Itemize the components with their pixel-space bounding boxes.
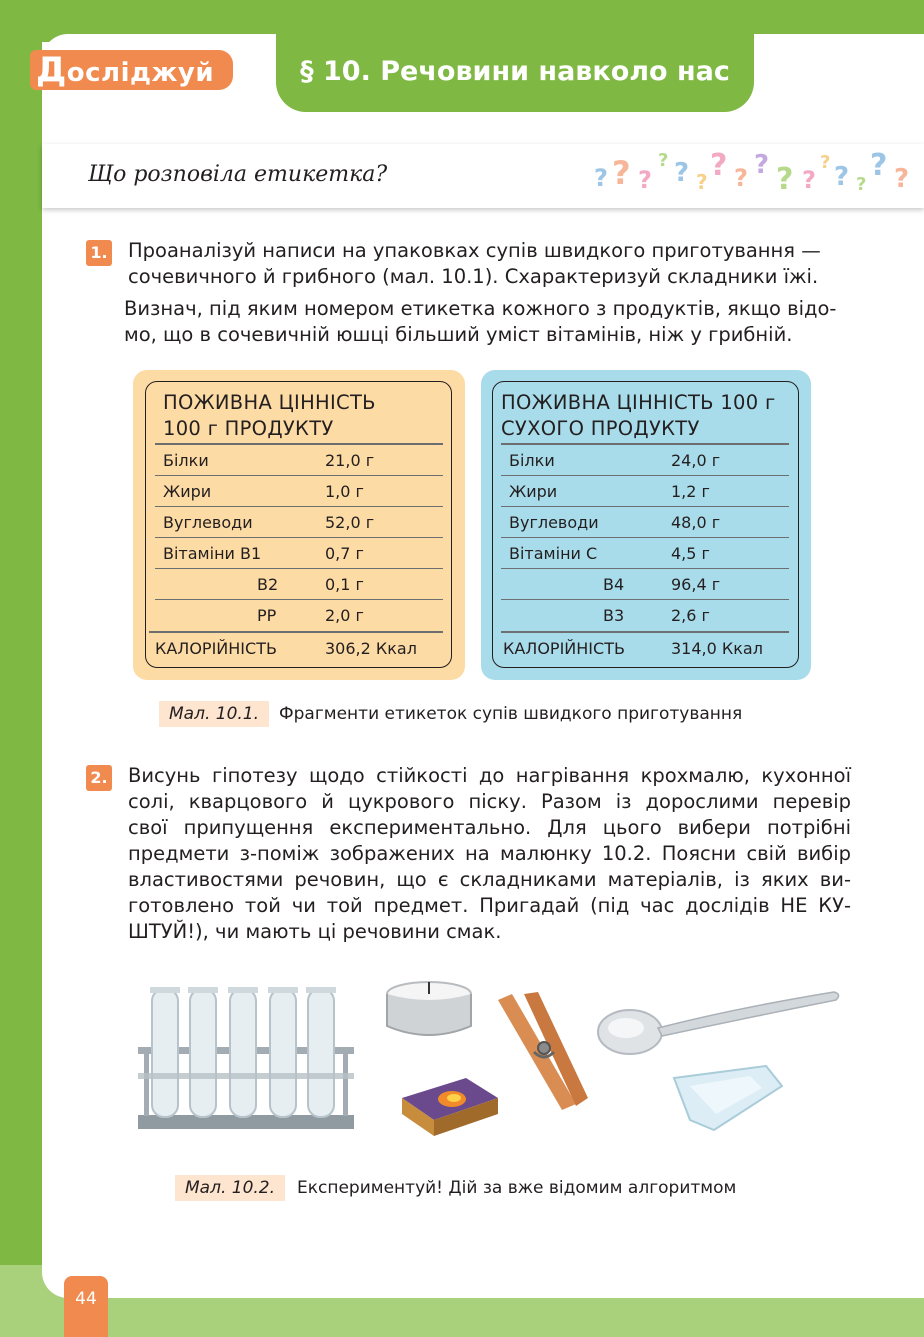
table-row	[155, 537, 443, 569]
nutrient-value: 24,0 г	[671, 451, 721, 470]
nutrition-label-2	[481, 370, 811, 680]
task1-line: Визнач, під яким номером етикетка кожного з продуктів, якщо відо-	[124, 297, 837, 320]
spoon-icon	[596, 984, 844, 1064]
nutrient-value: 21,0 г	[325, 451, 375, 470]
question-mark-icon: ?	[834, 162, 850, 192]
label-heading: ПОЖИВНА ЦІННІСТЬ 100 г	[501, 391, 776, 414]
nutrient-name: Вітаміни В1	[163, 544, 262, 563]
nutrient-value: 0,7 г	[325, 544, 364, 563]
nutrient-value: 4,5 г	[671, 544, 710, 563]
nutrient-name: Жири	[509, 482, 558, 501]
nutrient-name: Вітаміни С	[509, 544, 598, 563]
question-mark-icon: ?	[594, 164, 608, 192]
badge-initial: Д	[36, 50, 67, 90]
label-heading: ПОЖИВНА ЦІННІСТЬ	[163, 391, 376, 414]
question-mark-icon: ?	[776, 162, 794, 197]
page-title: § 10. Речовини навколо нас	[300, 56, 730, 87]
nutrient-value: 0,1 г	[325, 575, 364, 594]
question-mark-icon: ?	[638, 166, 652, 194]
table-row	[155, 568, 443, 600]
task2-line: солі, кварцового й цукрового піску. Разом із дорослими перевір	[128, 790, 851, 813]
calories-value: 306,2 Ккал	[325, 639, 417, 658]
question-mark-icon: ?	[802, 166, 816, 194]
nutrient-name: В2	[257, 575, 279, 594]
calories-value: 314,0 Ккал	[671, 639, 763, 658]
question-mark-icon: ?	[856, 174, 867, 195]
nutrient-value: 96,4 г	[671, 575, 721, 594]
task2-line: ШТУЙ!), чи мають ці речовини смак.	[128, 920, 502, 943]
table-row	[155, 475, 443, 507]
nutrient-name: В4	[603, 575, 625, 594]
table-row	[501, 475, 789, 507]
section-badge	[30, 50, 233, 90]
question-mark-icon: ?	[734, 164, 748, 192]
figure-caption: Фрагменти етикеток супів швидкого приготування	[279, 704, 743, 724]
question-mark-icon: ?	[658, 150, 669, 171]
task1-line: Проаналізуй написи на упаковках супів швидкого приготування —	[128, 239, 821, 262]
task2-line: Висунь гіпотезу щодо стійкості до нагрівання крохмалю, кухонної	[128, 764, 851, 787]
nutrient-value: 48,0 г	[671, 513, 721, 532]
nutrient-value: 2,0 г	[325, 606, 364, 625]
figure-label: Мал. 10.1.	[159, 701, 269, 727]
question-mark-icon: ?	[674, 158, 690, 188]
calories-label: КАЛОРІЙНІСТЬ	[155, 639, 277, 658]
question-mark-icon: ?	[710, 148, 728, 183]
glass-piece-icon	[670, 1064, 786, 1134]
nutrient-name: Білки	[509, 451, 555, 470]
table-row	[501, 506, 789, 538]
nutrition-label-1	[133, 370, 465, 680]
table-row	[501, 599, 789, 631]
table-row	[155, 443, 443, 476]
page-number: 44	[64, 1276, 108, 1337]
nutrient-value: 2,6 г	[671, 606, 710, 625]
nutrient-name: Вуглеводи	[509, 513, 599, 532]
task2-line: готовлено той чи той предмет. Пригадай (під час дослідів НЕ КУ-	[128, 894, 851, 917]
page-border-left	[0, 0, 42, 1337]
table-row	[501, 537, 789, 569]
question-mark-icon: ?	[894, 164, 910, 194]
nutrient-value: 1,2 г	[671, 482, 710, 501]
table-row-calories	[149, 631, 443, 664]
figure-label: Мал. 10.2.	[175, 1175, 285, 1201]
task1-line: сочевичного й грибного (мал. 10.1). Схарактеризуй складники їжі.	[128, 265, 819, 288]
figure-caption: Експериментуй! Дій за вже відомим алгоритмом	[297, 1178, 737, 1198]
task2-line: свої припущення експериментально. Для цього вибери потрібні	[128, 816, 851, 839]
question-mark-icon: ?	[754, 150, 770, 180]
task-number: 2.	[86, 765, 112, 791]
task2-line: властивостями речовин, що є складниками матеріалів, із яких ви-	[128, 868, 851, 891]
tealight-candle-icon	[376, 972, 482, 1044]
badge-rest: осліджуй	[66, 58, 215, 88]
subheader-title: Що розповіла етикетка?	[88, 162, 388, 187]
clothespin-icon	[494, 992, 594, 1114]
nutrient-value: 1,0 г	[325, 482, 364, 501]
test-tubes-rack-icon	[134, 975, 358, 1135]
task1-line: мо, що в сочевичній юшці більший уміст вітамінів, ніж у грибній.	[124, 323, 793, 346]
calories-label: КАЛОРІЙНІСТЬ	[503, 639, 625, 658]
table-row-calories	[501, 631, 789, 664]
question-mark-icon: ?	[696, 170, 708, 194]
label-heading: СУХОГО ПРОДУКТУ	[501, 417, 700, 440]
nutrient-name: Білки	[163, 451, 209, 470]
question-marks-decoration	[594, 146, 920, 204]
table-row	[155, 506, 443, 538]
question-mark-icon: ?	[820, 152, 831, 173]
table-row	[501, 568, 789, 600]
nutrient-name: Вуглеводи	[163, 513, 253, 532]
nutrient-name: Жири	[163, 482, 212, 501]
nutrient-name: РР	[257, 606, 277, 625]
label-heading: 100 г ПРОДУКТУ	[163, 417, 334, 440]
question-mark-icon: ?	[612, 154, 631, 192]
task2-line: предмети з-поміж зображених на малюнку 10.2. Поясни свій вибір	[128, 842, 851, 865]
task-number: 1.	[86, 240, 112, 266]
nutrient-value: 52,0 г	[325, 513, 375, 532]
matchbox-icon	[396, 1074, 502, 1140]
question-mark-icon: ?	[870, 148, 888, 183]
table-row	[501, 443, 789, 476]
table-row	[155, 599, 443, 631]
nutrient-name: В3	[603, 606, 625, 625]
